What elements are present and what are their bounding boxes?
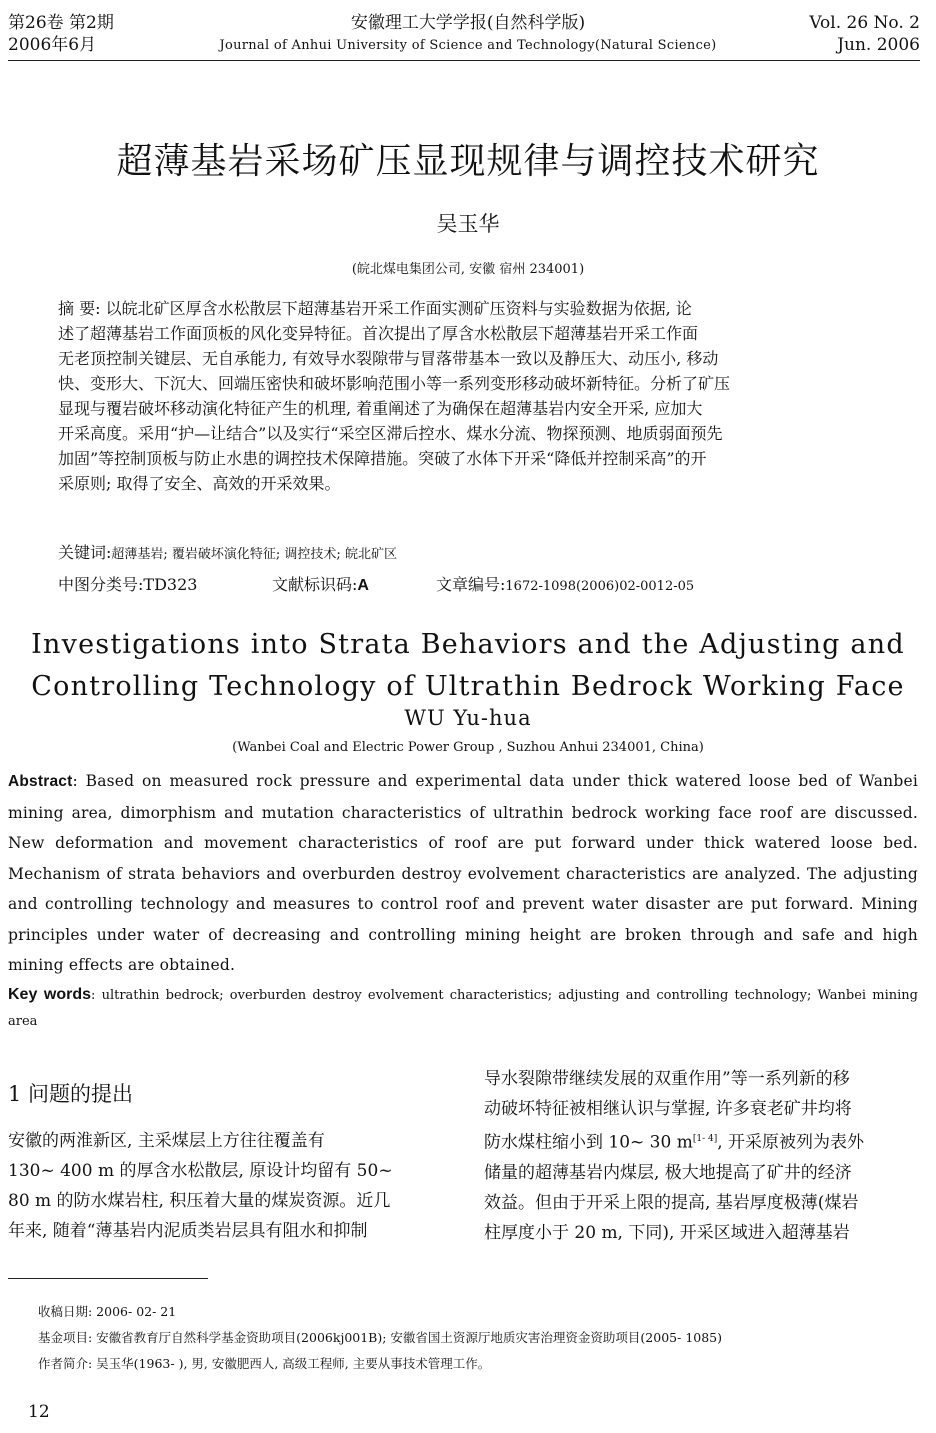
- abstract-cn-line: 述了超薄基岩工作面顶板的风化变异特征。首次提出了厚含水松散层下超薄基岩开采工作面: [58, 324, 699, 343]
- classification-row: [58, 572, 197, 595]
- abstract-cn: [58, 296, 873, 496]
- footnote-author-bio: 作者简介: 吴玉华(1963- ), 男, 安徽肥西人, 高级工程师, 主要从事技术管理工作。: [38, 1356, 491, 1371]
- footnote-rule: [8, 1278, 208, 1279]
- citation: [1- 4]: [692, 1134, 718, 1144]
- abstract-cn-line: 开采高度。采用“护—让结合”以及实行“采空区滞后控水、煤水分流、物探预测、地质弱面预先: [58, 424, 723, 443]
- keywords-en-text: : ultrathin bedrock; overburden destroy evolvement characteristics; adjusting and controlling technology; Wanbei mining area: [8, 988, 918, 1029]
- author-cn: 吴玉华: [436, 212, 500, 236]
- doc-code-row: [272, 572, 369, 595]
- journal-title-en: Journal of Anhui University of Science and Technology(Natural Science): [219, 38, 717, 53]
- article-title-en-line: Investigations into Strata Behaviors and the Adjusting and: [31, 629, 905, 660]
- footnote-received: 收稿日期: 2006- 02- 21: [38, 1304, 177, 1319]
- doc-code-label: 文献标识码:: [272, 575, 358, 594]
- abstract-cn-label: 摘 要:: [58, 299, 101, 318]
- header-rule: [8, 60, 920, 61]
- clc-code: TD323: [143, 575, 198, 594]
- keywords-cn-text: 超薄基岩; 覆岩破坏演化特征; 调控技术; 皖北矿区: [111, 547, 397, 562]
- body-line: 130~ 400 m 的厚含水松散层, 原设计均留有 50~: [8, 1161, 393, 1181]
- doc-code: A: [357, 577, 369, 594]
- keywords-en: [8, 982, 918, 1035]
- date-cn: 2006年6月: [8, 35, 97, 55]
- abstract-cn-line: 采原则; 取得了安全、高效的开采效果。: [58, 474, 341, 493]
- abstract-cn-line: 加固”等控制顶板与防止水患的调控技术保障措施。突破了水体下开采“降低并控制采高”的开: [58, 449, 707, 468]
- abstract-cn-line: 显现与覆岩破坏移动演化特征产生的机理, 着重阐述了为确保在超薄基岩内安全开采, 应加大: [58, 399, 703, 418]
- body-line: 动破坏特征被相继认识与掌握, 许多衰老矿井均将: [484, 1099, 852, 1119]
- journal-title-cn: 安徽理工大学学报(自然科学版): [350, 13, 586, 33]
- volume-issue-en: Vol. 26 No. 2: [809, 13, 920, 33]
- body-line: 防水煤柱缩小到 10~ 30 m[1- 4], 开采原被列为表外: [484, 1132, 865, 1153]
- body-line: 年来, 随着“薄基岩内泥质类岩层具有阻水和抑制: [8, 1221, 368, 1241]
- body-column-right: [484, 1064, 924, 1248]
- abstract-en-label: Abstract: [8, 773, 73, 790]
- footnote-fund: 基金项目: 安徽省教育厅自然科学基金资助项目(2006kj001B); 安徽省国土资源厅地质灾害治理资金资助项目(2005- 1085): [38, 1330, 723, 1345]
- keywords-cn: [58, 540, 397, 563]
- article-no: 1672-1098(2006)02-0012-05: [505, 579, 695, 594]
- clc-label: 中图分类号:: [58, 575, 144, 594]
- article-title-cn: 超薄基岩采场矿压显现规律与调控技术研究: [116, 141, 820, 182]
- body-column-left: [8, 1126, 448, 1246]
- body-line: 80 m 的防水煤岩柱, 积压着大量的煤炭资源。近几: [8, 1191, 391, 1211]
- article-no-row: [436, 572, 694, 595]
- keywords-cn-label: 关键词:: [58, 543, 112, 562]
- page-number: 12: [28, 1402, 50, 1422]
- body-line: 导水裂隙带继续发展的双重作用”等一系列新的移: [484, 1069, 850, 1089]
- article-no-label: 文章编号:: [436, 575, 506, 594]
- date-en: Jun. 2006: [837, 35, 920, 55]
- article-title-en: [0, 624, 936, 708]
- abstract-en-text: : Based on measured rock pressure and experimental data under thick watered loose bed of Wanbei mining area, dimorphism and mutation characteristics of ultrathin bedrock working face roof are discussed. New deformation and movement characteristics of roof are put forward under thick watered loose bed. Mechanism of strata behaviors and overburden destroy evolvement characteristics are analyzed. The adjusting and controlling technology and measures to control roof and prevent water disaster are put forward. Mining principles under water of decreasing and controlling mining height are broken through and safe and high mining effects are obtained.: [8, 772, 918, 974]
- abstract-cn-line: 快、变形大、下沉大、回端压密快和破坏影响范围小等一系列变形移动破坏新特征。分析了矿压: [58, 374, 731, 393]
- article-title-en-line: Controlling Technology of Ultrathin Bedrock Working Face: [31, 671, 905, 702]
- abstract-cn-line: 摘 要: 以皖北矿区厚含水松散层下超薄基岩开采工作面实测矿压资料与实验数据为依据, 论: [58, 299, 692, 318]
- body-line: 储量的超薄基岩内煤层, 极大地提高了矿井的经济: [484, 1162, 852, 1183]
- body-line: 效益。但由于开采上限的提高, 基岩厚度极薄(煤岩: [484, 1192, 859, 1213]
- affiliation-cn: (皖北煤电集团公司, 安徽 宿州 234001): [351, 262, 585, 277]
- volume-issue-cn: 第26卷 第2期: [8, 13, 114, 33]
- body-line: 安徽的两淮新区, 主采煤层上方往往覆盖有: [8, 1131, 325, 1151]
- author-en: WU Yu-hua: [404, 706, 532, 730]
- section-heading: 1 问题的提出: [8, 1082, 134, 1106]
- affiliation-en: (Wanbei Coal and Electric Power Group , Suzhou Anhui 234001, China): [232, 740, 704, 755]
- keywords-en-label: Key words: [8, 986, 91, 1003]
- body-line: 柱厚度小于 20 m, 下同), 开采区域进入超薄基岩: [484, 1222, 850, 1243]
- abstract-cn-line: 无老顶控制关键层、无自承能力, 有效导水裂隙带与冒落带基本一致以及静压大、动压小, 移动: [58, 349, 719, 368]
- abstract-en: [8, 766, 918, 981]
